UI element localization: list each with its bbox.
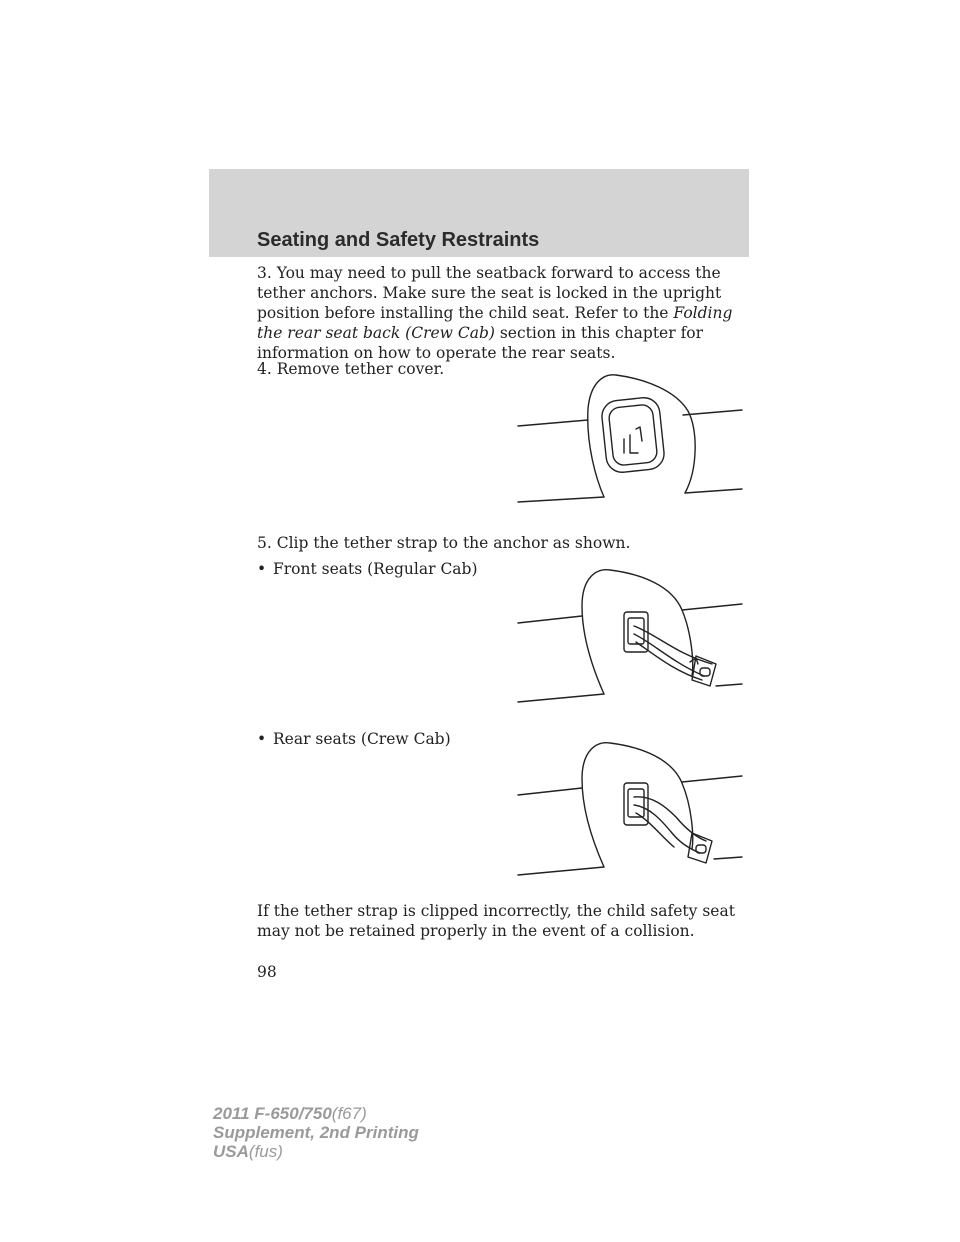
step-4-paragraph: 4. Remove tether cover. (257, 360, 445, 378)
bullet-mark: • (257, 730, 267, 748)
footer-model-code: (f67) (331, 1104, 367, 1123)
section-title: Seating and Safety Restraints (257, 229, 540, 251)
bullet-text: Front seats (Regular Cab) (273, 560, 478, 578)
footer-line-3 (213, 1142, 419, 1161)
step-3-text-b: section in this chapter for information on how to operate the rear seats. (257, 324, 704, 362)
bullet-mark: • (257, 560, 267, 578)
closing-paragraph: If the tether strap is clipped incorrectly, the child safety seat may not be retained properly in the event of a collision. (257, 902, 735, 940)
print-footer (213, 1104, 419, 1161)
rear-seat-tether-illustration (516, 737, 746, 882)
page-number: 98 (257, 963, 277, 981)
step-3-paragraph (257, 263, 757, 363)
footer-market: USA (213, 1142, 249, 1161)
tether-cover-illustration (516, 369, 746, 514)
step-3-text-a: 3. You may need to pull the seatback forward to access the tether anchors. Make sure the seat is locked in the upright position before installing the child seat. Refer to the (257, 264, 722, 322)
footer-line-2: Supplement, 2nd Printing (213, 1123, 419, 1142)
step-5-paragraph: 5. Clip the tether strap to the anchor as shown. (257, 534, 631, 552)
step-3-reference: Folding the rear seat back (Crew Cab) (257, 304, 733, 342)
front-seat-tether-illustration (516, 564, 746, 709)
bullet-text: Rear seats (Crew Cab) (273, 730, 451, 748)
footer-market-code: (fus) (248, 1142, 283, 1161)
footer-model: 2011 F-650/750 (213, 1104, 332, 1123)
footer-line-1 (213, 1104, 419, 1123)
